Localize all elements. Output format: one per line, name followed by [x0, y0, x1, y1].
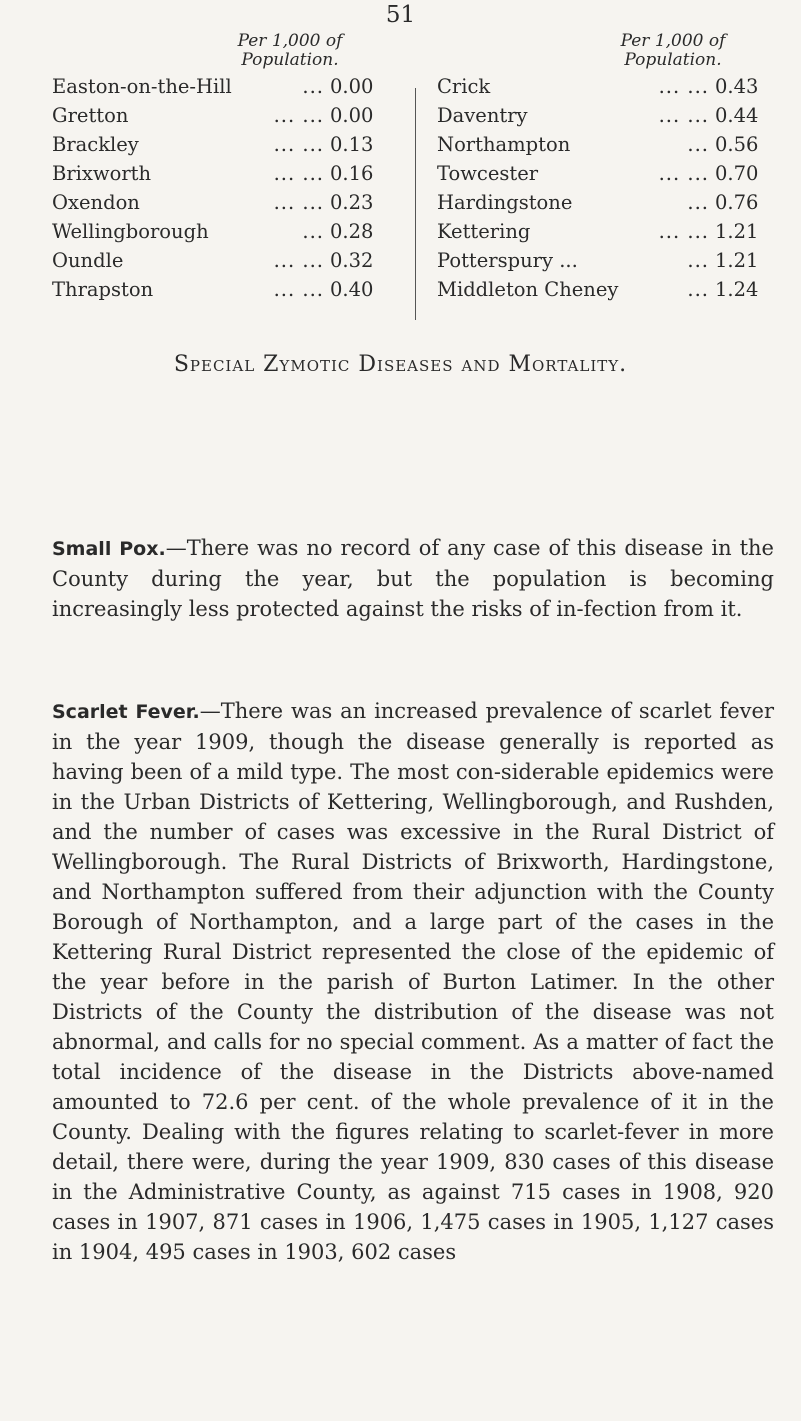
table-row — [437, 104, 777, 133]
table-row — [437, 249, 777, 278]
column-header-right-line1: Per 1,000 of — [620, 31, 726, 51]
rates-table-left — [52, 75, 392, 307]
leader-dots: ... ... — [273, 104, 324, 127]
leader-dots: ... — [687, 278, 709, 301]
leader-dots: ... — [687, 133, 709, 156]
leader-dots: ... — [687, 249, 709, 272]
column-header-right-line2: Population. — [624, 50, 722, 70]
district-name: Middleton Cheney — [437, 278, 619, 301]
district-name: Northampton — [437, 133, 571, 156]
rate-value: 0.23 — [330, 191, 374, 214]
rate-value: 0.00 — [330, 75, 374, 98]
district-name: Gretton — [52, 104, 129, 127]
scarlet-fever-paragraph — [52, 696, 774, 1267]
column-header-left — [190, 32, 390, 70]
leader-dots: ... — [302, 75, 324, 98]
leader-dots: ... ... — [273, 162, 324, 185]
table-row — [437, 278, 777, 307]
section-heading — [0, 352, 801, 377]
district-name: Kettering — [437, 220, 531, 243]
district-name: Hardingstone — [437, 191, 573, 214]
rate-value: 1.21 — [715, 249, 759, 272]
page-number: 51 — [385, 2, 416, 28]
rate-value: 1.24 — [715, 278, 759, 301]
scarlet-fever-lead: Scarlet Fever. — [52, 701, 200, 723]
table-row — [52, 75, 392, 104]
district-name: Towcester — [437, 162, 539, 185]
district-name: Potterspury ... — [437, 249, 578, 272]
rate-value: 0.40 — [330, 278, 374, 301]
district-name: Thrapston — [52, 278, 154, 301]
rate-value: 0.44 — [715, 104, 759, 127]
table-row — [437, 75, 777, 104]
table-row — [52, 133, 392, 162]
leader-dots: ... ... — [658, 220, 709, 243]
column-header-left-line2: Population. — [241, 50, 339, 70]
column-header-right — [573, 32, 773, 70]
table-row — [437, 133, 777, 162]
district-name: Wellingborough — [52, 220, 209, 243]
table-row — [52, 191, 392, 220]
scarlet-fever-text: —There was an increased prevalence of scarlet fever in the year 1909, though the disease generally is reported as having been of a mild type. The most con-siderable epidemics were in the Urban Districts of Kettering, Wellingborough, and Rushden, and the number of cases was excessive in the Rural District of Wellingborough. The Rural Districts of Brixworth, Hardingstone, and Northampton suffered from their adjunction with the County Borough of Northampton, and a large part of the cases in the Kettering Rural District represented the close of the epidemic of the year before in the parish of Burton Latimer. In the other Districts of the County the distribution of the disease was not abnormal, and calls for no special comment. As a matter of fact the total incidence of the disease in the Districts above-named amounted to 72.6 per cent. of the whole prevalence of it in the County. Dealing with the figures relating to scarlet-fever in more detail, there were, during the year 1909, 830 cases of this disease in the Administrative County, as against 715 cases in 1908, 920 cases in 1907, 871 cases in 1906, 1,475 cases in 1905, 1,127 cases in 1904, 495 cases in 1903, 602 cases — [52, 699, 774, 1264]
table-row — [52, 220, 392, 249]
rate-value: 0.32 — [330, 249, 374, 272]
rate-value: 0.56 — [715, 133, 759, 156]
table-row — [52, 249, 392, 278]
leader-dots: ... — [302, 220, 324, 243]
district-name: Oundle — [52, 249, 124, 272]
leader-dots: ... ... — [273, 249, 324, 272]
leader-dots: ... ... — [658, 104, 709, 127]
rate-value: 0.16 — [330, 162, 374, 185]
district-name: Easton-on-the-Hill — [52, 75, 232, 98]
small-pox-paragraph — [52, 533, 774, 624]
column-divider — [415, 88, 416, 320]
small-pox-text: —There was no record of any case of this disease in the County during the year, but the population is becoming increasingly less protected against the risks of in-fection from it. — [52, 536, 774, 621]
table-row — [52, 104, 392, 133]
district-name: Brixworth — [52, 162, 152, 185]
rate-value: 0.13 — [330, 133, 374, 156]
leader-dots: ... ... — [273, 133, 324, 156]
table-row — [52, 162, 392, 191]
table-row — [52, 278, 392, 307]
rate-value: 1.21 — [715, 220, 759, 243]
rate-value: 0.28 — [330, 220, 374, 243]
rates-table-right — [437, 75, 777, 307]
district-name: Crick — [437, 75, 491, 98]
district-name: Oxendon — [52, 191, 140, 214]
leader-dots: ... ... — [273, 278, 324, 301]
rate-value: 0.70 — [715, 162, 759, 185]
district-name: Daventry — [437, 104, 528, 127]
column-header-left-line1: Per 1,000 of — [237, 31, 343, 51]
leader-dots: ... ... — [273, 191, 324, 214]
district-name: Brackley — [52, 133, 139, 156]
small-pox-lead: Small Pox. — [52, 538, 166, 560]
table-row — [437, 191, 777, 220]
rate-value: 0.43 — [715, 75, 759, 98]
rate-value: 0.00 — [330, 104, 374, 127]
table-row — [437, 162, 777, 191]
leader-dots: ... ... — [658, 162, 709, 185]
section-heading-text: Special Zymotic Diseases and Mortality. — [173, 352, 628, 377]
leader-dots: ... ... — [658, 75, 709, 98]
leader-dots: ... — [687, 191, 709, 214]
rate-value: 0.76 — [715, 191, 759, 214]
table-row — [437, 220, 777, 249]
